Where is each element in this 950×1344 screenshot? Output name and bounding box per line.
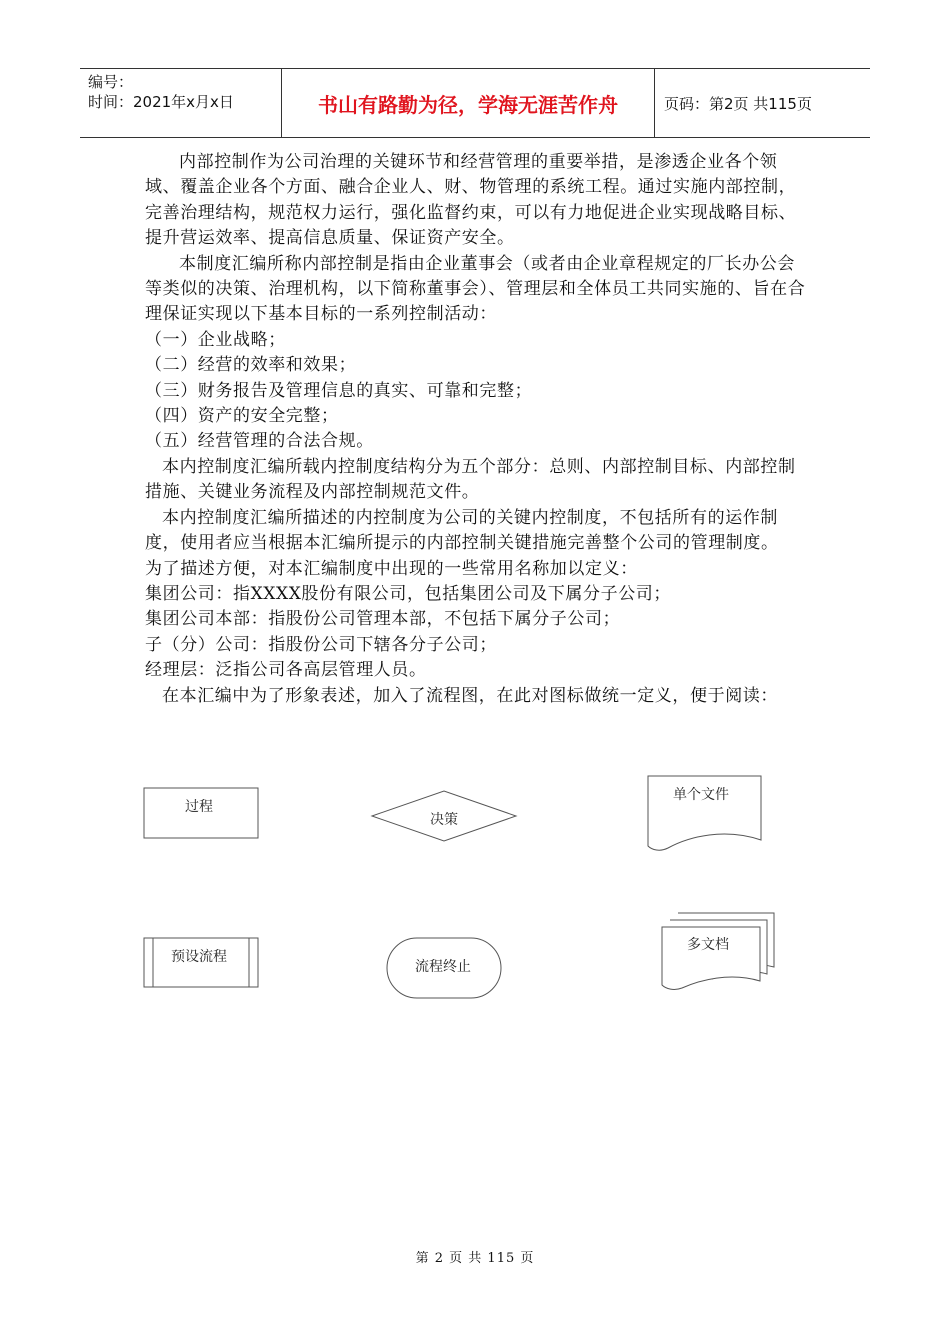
paragraph-scope: 本内控制度汇编所描述的内控制度为公司的关键内控制度，不包括所有的运作制度，使用者应当根据本汇编所提示的内部控制关键措施完善整个公司的管理制度。 xyxy=(145,507,779,554)
goal-item: （五）经营管理的合法合规。 xyxy=(145,431,374,452)
decision-label: 决策 xyxy=(430,812,458,828)
predefined-process-label: 预设流程 xyxy=(171,949,227,965)
document-body xyxy=(145,150,810,709)
goal-item: （三）财务报告及管理信息的真实、可靠和完整； xyxy=(145,380,533,401)
number-label: 编号： xyxy=(88,73,134,91)
paragraph-intro: 内部控制作为公司治理的关键环节和经营管理的重要举措，是渗透企业各个领域、覆盖企业各个方面、融合企业人、财、物管理的系统工程。通过实施内部控制，完善治理结构，规范权力运行，强化监督约束，可以有力地促进企业实现战略目标、提升营运效率、提高信息质量、保证资产安全。 xyxy=(145,152,797,249)
paragraph-terms-intro: 为了描述方便，对本汇编制度中出现的一些常用名称加以定义： xyxy=(145,558,638,579)
process-label: 过程 xyxy=(185,799,213,815)
goal-item: （四）资产的安全完整； xyxy=(145,406,339,427)
paragraph-definition: 本制度汇编所称内部控制是指由企业董事会（或者由企业章程规定的厂长办公会等类似的决策、治理机构，以下简称董事会）、管理层和全体员工共同实施的、旨在合理保证实现以下基本目标的一系列控制活动： xyxy=(145,253,806,325)
document-label: 单个文件 xyxy=(673,787,729,803)
goal-item: （二）经营的效率和效果； xyxy=(145,355,357,376)
paragraph-flowchart-intro: 在本汇编中为了形象表述，加入了流程图，在此对图标做统一定义，便于阅读： xyxy=(162,685,778,706)
terminator-label: 流程终止 xyxy=(415,959,471,975)
page-header xyxy=(80,68,870,138)
term-definition: 集团公司：指XXXX股份有限公司，包括集团公司及下属分子公司； xyxy=(145,583,672,604)
header-page-info: 页码：第2页 共115页 xyxy=(664,94,812,113)
paragraph-structure: 本内控制度汇编所载内控制度结构分为五个部分：总则、内部控制目标、内部控制措施、关键业务流程及内部控制规范文件。 xyxy=(145,456,796,503)
header-meta xyxy=(80,69,282,137)
term-definition: 经理层：泛指公司各高层管理人员。 xyxy=(145,660,427,681)
goal-item: （一）企业战略； xyxy=(145,329,286,350)
page-footer: 第 2 页 共 115 页 xyxy=(415,1251,535,1266)
flowchart-legend xyxy=(140,770,780,1010)
date-line: 时间：2021年x月x日 xyxy=(88,93,234,111)
term-definition: 子（分）公司：指股份公司下辖各分子公司； xyxy=(145,634,497,655)
header-motto: 书山有路勤为径，学海无涯苦作舟 xyxy=(282,69,655,137)
term-definition: 集团公司本部：指股份公司管理本部，不包括下属分子公司； xyxy=(145,609,621,630)
multi-document-label: 多文档 xyxy=(687,937,729,953)
